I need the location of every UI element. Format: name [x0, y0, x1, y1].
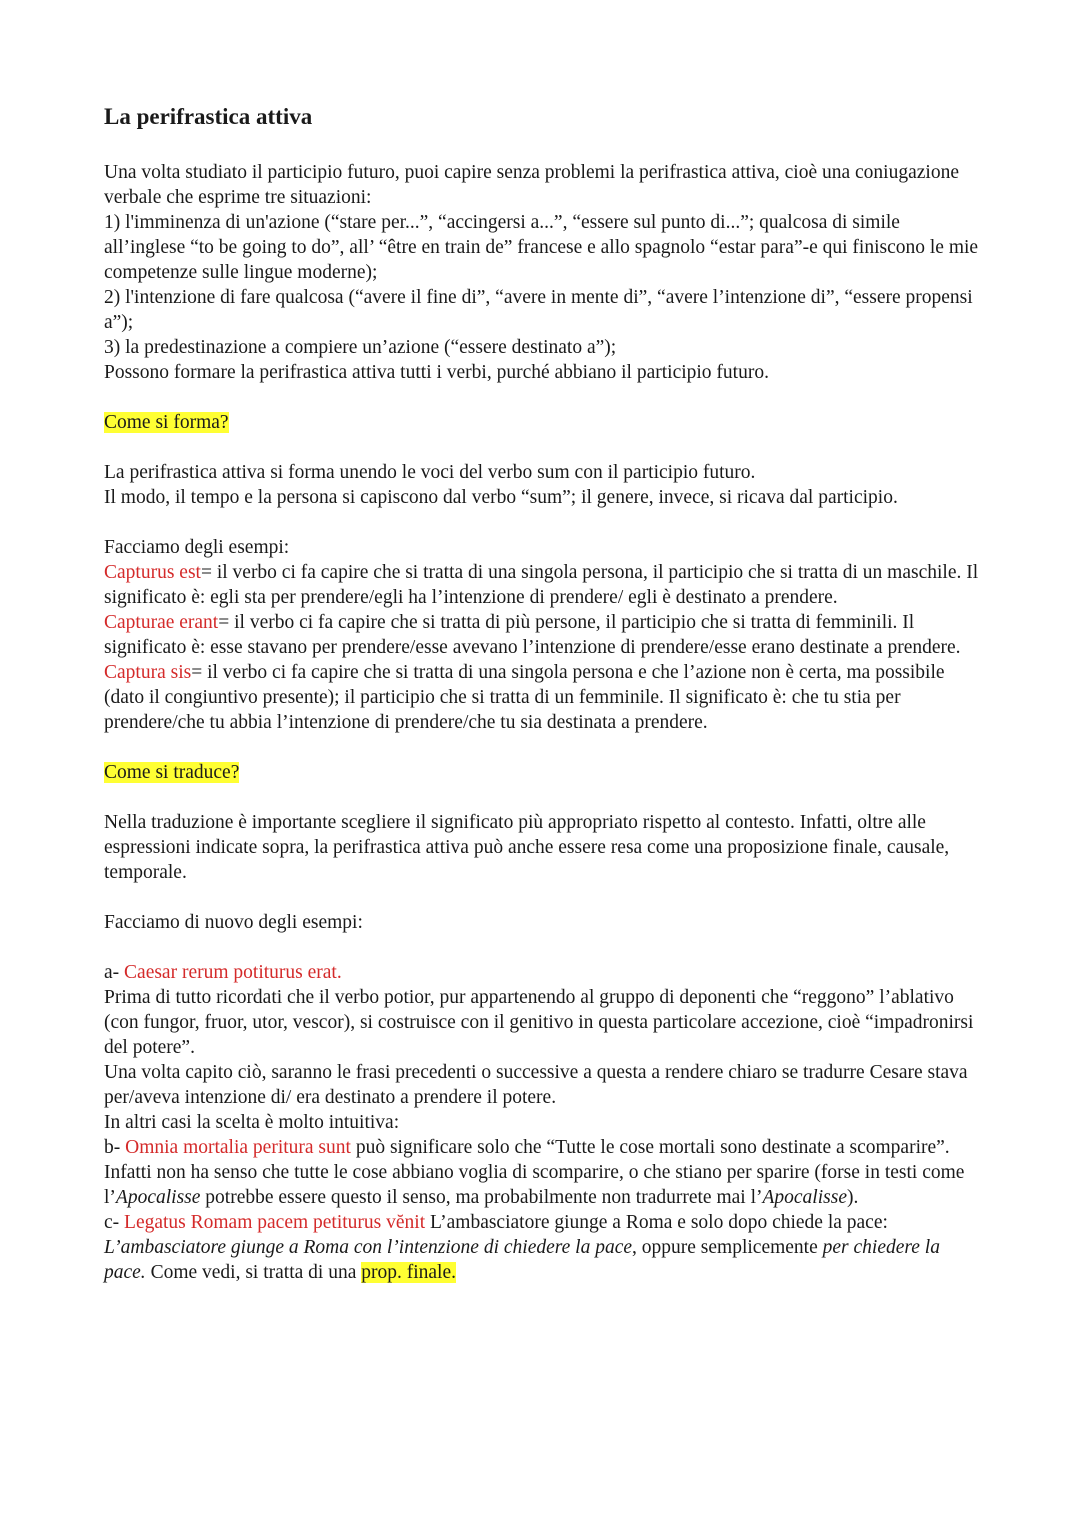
latin-term: Capturus est: [104, 562, 201, 583]
latin-term: Caesar rerum potiturus erat.: [124, 962, 342, 983]
example-b: b- Omnia mortalia peritura sunt può significare solo che “Tutte le cose mortali sono destinate a scomparire”. Infatti non ha senso che tutte le cose abbiano voglia di scomparire, o che stiano per sparire (forse in testi come l’Apocalisse potrebbe essere questo il senso, ma probabilmente non tradurrete mai l’Apocalisse).: [104, 1137, 965, 1208]
intro-paragraph: Una volta studiato il participio futuro, puoi capire senza problemi la perifrastica attiva, cioè una coniugazione verbale che esprime tre situazioni:: [104, 162, 959, 208]
intro-list-item-2: 2) l'intenzione di fare qualcosa (“avere il fine di”, “avere in mente di”, “avere l’intenzione di”, “essere propensi a”);: [104, 287, 973, 333]
example-3: Captura sis= il verbo ci fa capire che si tratta di una singola persona e che l’azione non è certa, ma possibile (dato il congiuntivo presente); il participio che si tratta di un femminile. Il significato è: che tu stia per prendere/che tu abbia l’intenzione di prendere/che tu sia destinata a prendere.: [104, 662, 945, 733]
example-c: c- Legatus Romam pacem petiturus vĕnit L’ambasciatore giunge a Roma e solo dopo chiede la pace: L’ambasciatore giunge a Roma con l’intenzione di chiedere la pace, oppure semplicemente per chiedere la pace. Come vedi, si tratta di una prop. finale.: [104, 1212, 940, 1283]
latin-term: Captura sis: [104, 662, 192, 683]
example-a-paragraph-2: Una volta capito ciò, saranno le frasi precedenti o successive a questa a rendere chiaro se tradurre Cesare stava per/aveva intenzione di/ era destinato a prendere il potere.: [104, 1062, 968, 1108]
traduce-paragraph: Nella traduzione è importante scegliere il significato più appropriato rispetto al contesto. Infatti, oltre alle espressioni indicate sopra, la perifrastica attiva può anche essere resa come una proposizione finale, causale, temporale.: [104, 812, 950, 883]
section-heading-forma: Come si forma?: [104, 412, 229, 433]
intro-closing: Possono formare la perifrastica attiva tutti i verbi, purché abbiano il participio futuro.: [104, 362, 769, 383]
section-heading-traduce: Come si traduce?: [104, 762, 240, 783]
page-title: La perifrastica attiva: [104, 104, 313, 129]
intro-list-item-3: 3) la predestinazione a compiere un’azione (“essere destinato a”);: [104, 337, 617, 358]
examples-intro: Facciamo degli esempi:: [104, 537, 290, 558]
example-a-paragraph-3: In altri casi la scelta è molto intuitiva:: [104, 1112, 400, 1133]
latin-term: Legatus Romam pacem petiturus vĕnit: [124, 1212, 426, 1233]
example-2: Capturae erant= il verbo ci fa capire che si tratta di più persone, il participio che si tratta di femminili. Il significato è: esse stavano per prendere/esse avevano l’intenzione di prendere/esse erano destinate a prendere.: [104, 612, 961, 658]
intro-list-item-1: 1) l'imminenza di un'azione (“stare per...”, “accingersi a...”, “essere sul punto di...”; qualcosa di simile all’inglese “to be going to do”, all’ “être en train de” francese e allo spagnolo “estar para”-e qui finiscono le mie competenze sulle lingue moderne);: [104, 212, 979, 283]
latin-term: Omnia mortalia peritura sunt: [125, 1137, 351, 1158]
example-1: Capturus est= il verbo ci fa capire che si tratta di una singola persona, il participio che si tratta di un maschile. Il significato è: egli sta per prendere/egli ha l’intenzione di prendere/ egli è destinato a prendere.: [104, 562, 979, 608]
highlight-prop-finale: prop. finale.: [361, 1262, 456, 1283]
latin-term: Capturae erant: [104, 612, 219, 633]
example-a-paragraph-1: Prima di tutto ricordati che il verbo potior, pur appartenendo al gruppo di deponenti che “reggono” l’ablativo (con fungor, fruor, utor, vescor), si costruisce con il genitivo in questa particolare accezione, cioè “impadronirsi del potere”.: [104, 987, 974, 1058]
forma-paragraph-1: La perifrastica attiva si forma unendo le voci del verbo sum con il participio futuro.: [104, 462, 756, 483]
forma-paragraph-2: Il modo, il tempo e la persona si capiscono dal verbo “sum”; il genere, invece, si ricava dal participio.: [104, 487, 898, 508]
example-a-heading: a- Caesar rerum potiturus erat.: [104, 962, 342, 983]
examples-intro-2: Facciamo di nuovo degli esempi:: [104, 912, 363, 933]
